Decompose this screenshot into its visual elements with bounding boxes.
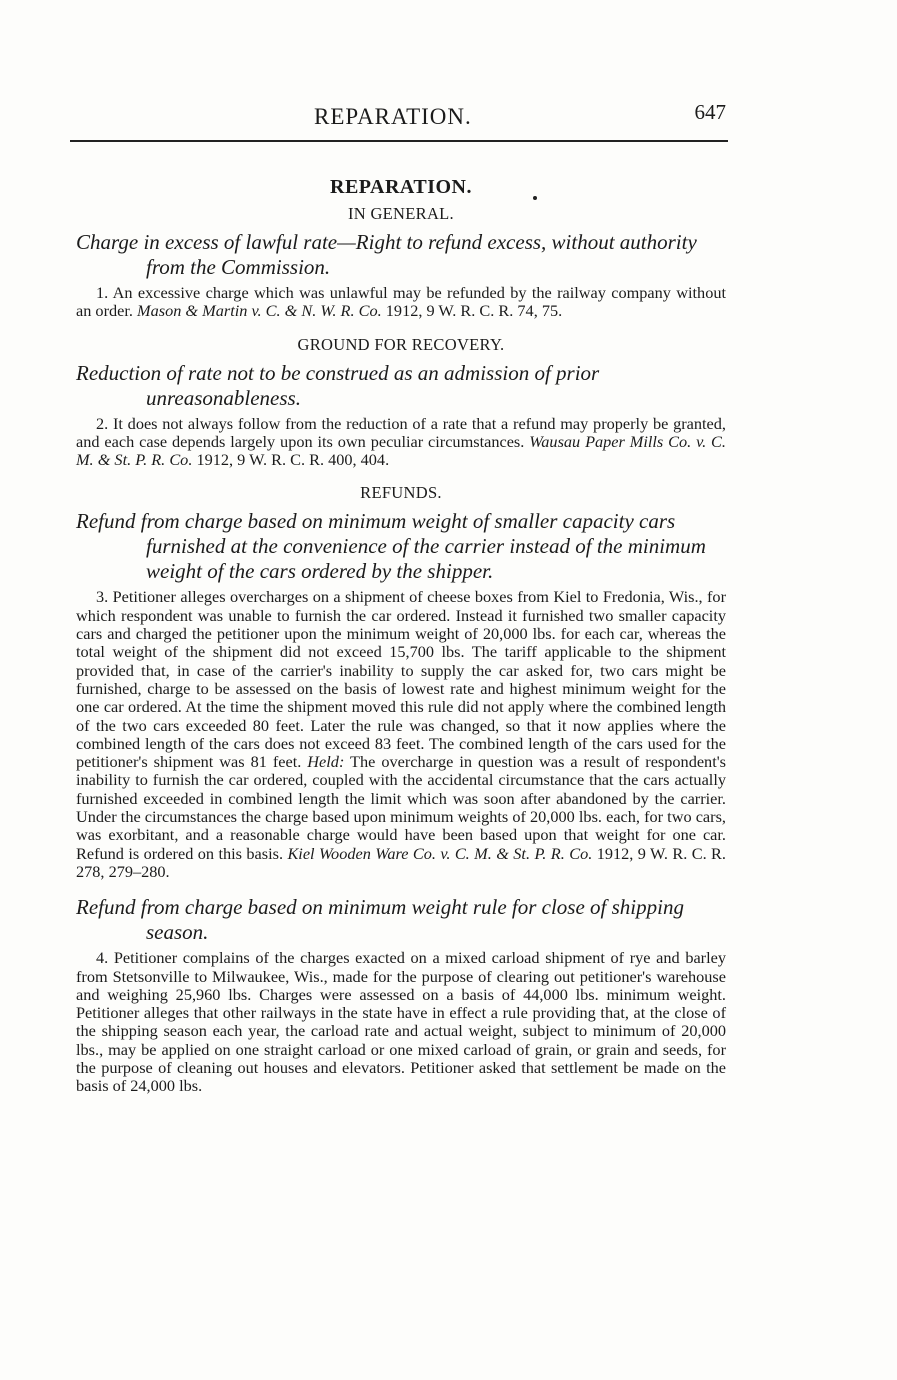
paragraph-1 [76, 284, 726, 321]
paragraph-heading-1: Charge in excess of lawful rate—Right to refund excess, without authority from the Commission. [76, 230, 697, 279]
paragraph-3 [76, 588, 726, 881]
paragraph-3-citation: Kiel Wooden Ware Co. v. C. M. & St. P. R. Co. [287, 843, 593, 863]
paragraph-2-citation: Wausau Paper Mills Co. v. C. M. & St. P. R. Co. [76, 431, 726, 470]
section-title-in-general: IN GENERAL. [348, 204, 454, 223]
section-title-refunds: REFUNDS. [360, 483, 442, 503]
paragraph-heading-2: Reduction of rate not to be construed as an admission of prior unreasonableness. [76, 360, 600, 410]
paragraph-1-text: 1. An excessive charge which was unlawful may be refunded by the railway company without an order. [76, 283, 726, 321]
running-head [76, 100, 726, 134]
paragraph-2 [76, 415, 726, 470]
paragraph-3-text: 3. Petitioner alleges overcharges on a shipment of cheese boxes from Kiel to Fredonia, Wis., for which respondent was unable to furnish the car ordered. Instead it furnished two smaller capacity cars and charged the petitioner upon the minimum weight of 20,000 lbs. for each car, whereas the total weight of the shipment did not exceed 15,700 lbs. The tariff applicable to the shipment provided that, in case of the carrier's inability to supply the car asked for, two cars might be furnished, charge to be assessed on the basis of lowest rate and highest minimum weight for the one car ordered. At the time the shipment moved this rule did not apply where the combined length of the two cars exceeded 80 feet. Later the rule was changed, so that it now applies where the combined length of the cars does not exceed 83 feet. The combined length of the cars used for the petitioner's shipment was 81 feet. [76, 587, 726, 772]
paragraph-4 [76, 949, 726, 1095]
paragraph-2-text: 2. It does not always follow from the reduction of a rate that a refund may properly be granted, and each case depends largely upon its own peculiar circumstances. [76, 413, 726, 451]
paragraph-4-text: 4. Petitioner complains of the charges exacted on a mixed carload shipment of rye and barley from Stetsonville to Milwaukee, Wis., made for the purpose of clearing out petitioner's warehouse and weighing 25,960 lbs. Charges were assessed on a basis of 44,000 lbs. minimum weight. Petitioner alleges that other railways in the state have in effect a rule providing that, at the close of the shipping season each year, the carload rate and actual weight, subject to minimum of 20,000 lbs., may be applied on one straight carload or one mixed carload of grain, or grain and seeds, for the purpose of cleaning out houses and elevators. Petitioner asked that settlement be made on the basis of 24,000 lbs. [76, 948, 726, 1096]
paragraph-1-citation: Mason & Martin v. C. & N. W. R. Co. [137, 301, 382, 321]
print-speck [533, 196, 537, 200]
paragraph-3-held: Held: [307, 752, 345, 772]
header-rule [70, 140, 728, 142]
paragraph-1-reference: 1912, 9 W. R. C. R. 74, 75. [381, 301, 563, 321]
paragraph-3-reference: 1912, 9 W. R. C. R. 278, 279–280. [76, 843, 726, 881]
paragraph-2-reference: 1912, 9 W. R. C. R. 400, 404. [192, 450, 390, 470]
section-title-ground-for-recovery: GROUND FOR RECOVERY. [297, 334, 505, 354]
page-number: 647 [694, 100, 726, 124]
body-text [76, 176, 726, 1104]
paragraph-heading-3: Refund from charge based on minimum weight of smaller capacity cars furnished at the convenience of the carrier instead of the minimum weight of the cars ordered by the shipper. [76, 509, 706, 584]
paragraph-3-text-continued: The overcharge in question was a result of respondent's inability to furnish the car ordered, coupled with the accidental circumstance that the cars actually furnished exceeded in combined length the limit which was soon after abandoned by the carrier. Under the circumstances the charge based upon minimum weights of 20,000 lbs. each, for two cars, was exorbitant, and a reasonable charge would have been based upon that weight for one car. Refund is ordered on this basis. [76, 752, 726, 863]
main-title: REPARATION. [330, 176, 472, 198]
running-head-title: REPARATION. [314, 104, 472, 129]
paragraph-heading-4: Refund from charge based on minimum weight rule for close of shipping season. [76, 895, 684, 945]
